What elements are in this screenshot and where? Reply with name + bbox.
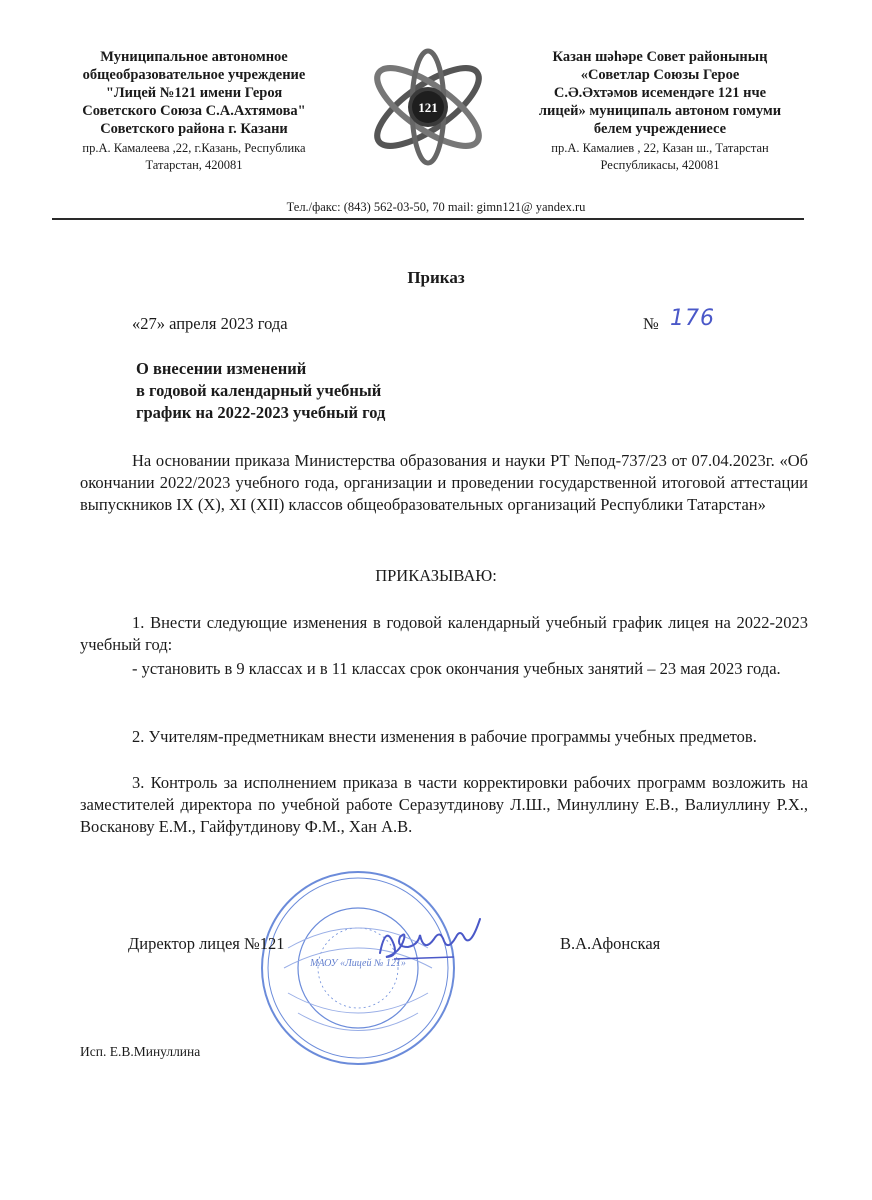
executor-line: Исп. Е.В.Минуллина [80, 1044, 201, 1059]
header-right-block [512, 48, 808, 174]
order-date: «27» апреля 2023 года [132, 314, 288, 333]
basis-paragraph: На основании приказа Министерства образования и науки РТ №под-737/23 от 07.04.2023г. «Об окончании 2022/2023 учебного года, организации и проведении государственной итоговой аттестации выпускников IX (X), XI (XII) классов общеобразовательных организаций Республики Татарстан» [80, 451, 808, 514]
document-title: Приказ [407, 268, 465, 287]
item-3: 3. Контроль за исполнением приказа в части корректировки рабочих программ возложить на заместителей директора по учебной работе Серазутдинову Л.Ш., Минуллину Е.В., Валиуллину Р.Х., Восканову Е.М., Гайфутдинову Ф.М., Хан А.В. [80, 773, 808, 836]
header-left-block [48, 48, 340, 174]
lyceum-logo-icon [358, 42, 498, 172]
item-1: 1. Внести следующие изменения в годовой календарный учебный график лицея на 2022-2023 учебный год: [80, 613, 808, 654]
org-address-ru: пр.А. Камалеева ,22, г.Казань, Республика Татарстан, 420081 [82, 141, 306, 172]
order-subject: О внесении изменений в годовой календарный учебный график на 2022-2023 учебный год [136, 359, 386, 422]
org-address-tt: пр.А. Камалиев , 22, Казан ш., Татарстан Республикасы, 420081 [551, 141, 769, 172]
order-number-handwritten: 176 [670, 306, 715, 331]
order-word: ПРИКАЗЫВАЮ: [375, 566, 497, 585]
header-divider [52, 218, 804, 220]
item-1-sub: - установить в 9 классах и в 11 классах срок окончания учебных занятий – 23 мая 2023 года. [132, 659, 781, 678]
org-name-ru: Муниципальное автономное общеобразовательное учреждение "Лицей №121 имени Героя Советского Союза С.А.Ахтямова" Советского района г. Казани [82, 49, 306, 137]
svg-text:МАОУ «Лицей № 121»: МАОУ «Лицей № 121» [310, 958, 406, 969]
org-name-tt: Казан шәһәре Совет районының «Советлар Союзы Герое С.Ә.Әхтәмов исемендәге 121 нче лицей» муниципаль автоном гомуми белем учреждениесе [538, 49, 782, 137]
signature-position: Директор лицея №121 [128, 934, 285, 953]
item-2: 2. Учителям-предметникам внести изменения в рабочие программы учебных предметов. [132, 727, 757, 746]
contacts-line: Тел./факс: (843) 562-03-50, 70 mail: gimn121@ yandex.ru [286, 200, 586, 214]
svg-text:121: 121 [418, 100, 438, 115]
order-number-label: № [643, 314, 659, 333]
director-signature [374, 915, 504, 971]
signature-name: В.А.Афонская [560, 934, 661, 953]
